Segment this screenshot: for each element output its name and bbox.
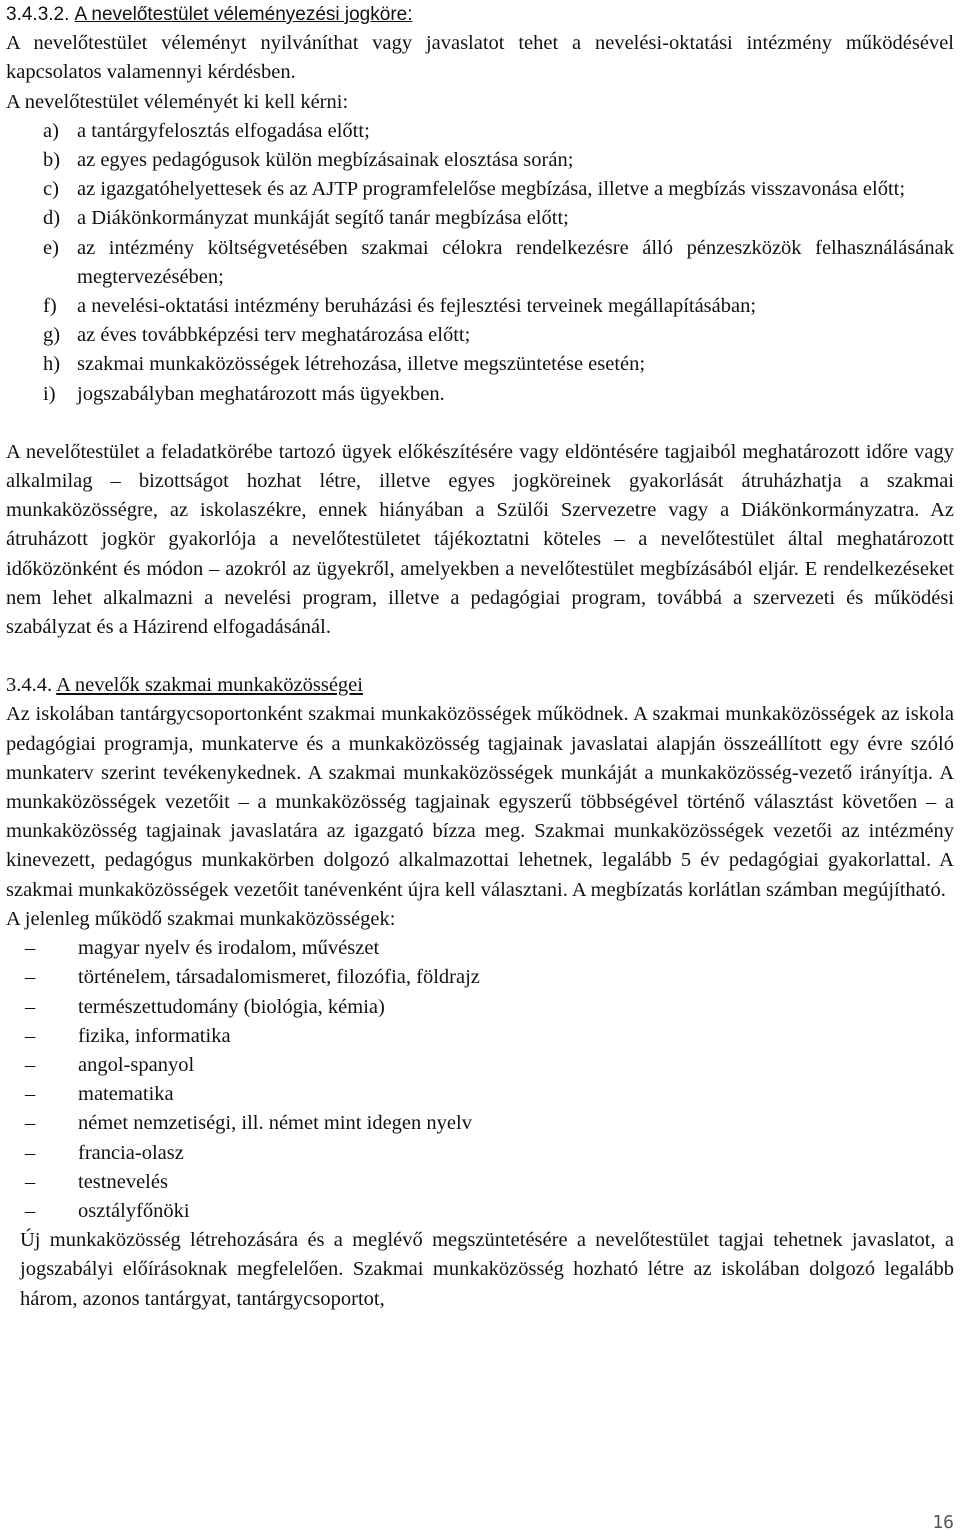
list-item [6,1139,954,1168]
list-intro: A nevelőtestület véleményét ki kell kérni: [6,90,349,113]
list-item-text: történelem, társadalomismeret, filozófia, földrajz [78,966,480,989]
section-number: 3.4.4. [6,674,53,697]
list-item-text: jogszabályban meghatározott más ügyekben. [77,382,445,405]
list-marker: g) [43,324,61,347]
dash-bullet: – [25,1053,36,1076]
list-item [6,146,954,175]
list-item-text: magyar nyelv és irodalom, művészet [78,937,380,960]
list-marker: i) [43,382,56,405]
list-marker: e) [43,236,59,259]
list-item [6,934,954,963]
list-marker: h) [43,353,61,376]
list-item-text: német nemzetiségi, ill. német mint idegen nyelv [78,1112,472,1135]
list-item-text: matematika [78,1083,174,1106]
dash-bullet: – [25,1112,36,1135]
workgroups-paragraph: Az iskolában tantárgycsoportonként szakmai munkaközösségek működnek. A szakmai munkaközösségek az iskola pedagógiai programja, munkaterve és a munkaközösség tagjainak javaslatai alapján összeállított egy évre szóló munkaterv szerint tevékenykednek. A szakmai munkaközösségek munkáját a munkaközösség-vezető irányítja. A munkaközösségek vezetőit – a munkaközösség tagjainak egyszerű többségével történő választást követően – a munkaközösség tagjainak javaslatára az igazgató bízza meg. Szakmai munkaközösségek vezetői az intézmény kinevezett, pedagógus munkakörben dolgozó alkalmazottai lehetnek, legalább 5 év pedagógiai gyakorlattal. A szakmai munkaközösségek vezetőit tanévenként újra kell választani. A megbízatás korlátlan számban megújítható. [6,703,954,901]
section-title: A nevelőtestület véleményezési jogköre: [74,4,413,25]
list-marker: d) [43,207,61,230]
list-item-text: természettudomány (biológia, kémia) [78,995,385,1018]
list-item [6,1109,954,1138]
list-item [6,175,954,204]
list-item-text: az egyes pedagógusok külön megbízásainak elosztása során; [77,149,574,172]
list-marker: b) [43,149,61,172]
list-item [6,292,954,321]
section-3-4-4-heading [6,671,954,700]
paragraph-spacer [6,642,954,671]
dash-bullet: – [25,1141,36,1164]
closing-paragraph: Új munkaközösség létrehozására és a meglévő megszüntetésére a nevelőtestület tagjai tehetnek javaslatot, a jogszabályi előírásoknak megfelelően. Szakmai munkaközösség hozható létre az iskolában dolgozó legalább három, azonos tantárgyat, tantárgycsoportot, [20,1229,954,1310]
dash-bullet: – [25,1024,36,1047]
list-item-text: az éves továbbképzési terv meghatározása előtt; [77,324,471,347]
section-3-4-3-2-heading [6,0,954,29]
list-item [6,321,954,350]
dash-bullet: – [25,1170,36,1193]
list-marker: f) [43,295,57,318]
list-item-text: osztályfőnöki [78,1199,190,1222]
list-item [6,204,954,233]
list-item [6,117,954,146]
list-item-text: a Diákönkormányzat munkáját segítő tanár megbízása előtt; [77,207,569,230]
list-item-text: az intézmény költségvetésében szakmai célokra rendelkezésre álló pénzeszközök felhasználásának megtervezésében; [77,236,954,288]
list-item [6,1051,954,1080]
section-title: A nevelők szakmai munkaközösségei [56,674,363,697]
document-page [6,0,954,1314]
list-item [6,1080,954,1109]
list-item-text: az igazgatóhelyettesek és az AJTP programfelelőse megbízása, illetve a megbízás visszavonása előtt; [77,178,906,201]
section-number: 3.4.3.2. [6,4,70,25]
paragraph-spacer [6,409,954,438]
dash-bullet: – [25,966,36,989]
dash-bullet: – [25,1083,36,1106]
list-item [6,234,954,292]
opinion-list [6,117,954,409]
workgroups-list-intro: A jelenleg működő szakmai munkaközösségek: [6,907,396,930]
list-item [6,963,954,992]
list-item-text: angol-spanyol [78,1053,195,1076]
list-marker: c) [43,178,59,201]
dash-bullet: – [25,1199,36,1222]
list-marker: a) [43,119,59,142]
list-item [6,380,954,409]
list-item-text: testnevelés [78,1170,168,1193]
dash-bullet: – [25,937,36,960]
list-item-text: fizika, informatika [78,1024,231,1047]
list-item-text: szakmai munkaközösségek létrehozása, illetve megszüntetése esetén; [77,353,646,376]
list-item-text: a tantárgyfelosztás elfogadása előtt; [77,119,370,142]
intro-paragraph: A nevelőtestület véleményt nyilváníthat vagy javaslatot tehet a nevelési-oktatási intézmény működésével kapcsolatos valamennyi kérdésben. [6,32,954,84]
list-item [6,1168,954,1197]
list-item [6,1197,954,1226]
page-number: 16 [932,1511,954,1533]
list-item [6,993,954,1022]
dash-bullet: – [25,995,36,1018]
list-item [6,1022,954,1051]
list-item-text: a nevelési-oktatási intézmény beruházási és fejlesztési terveinek megállapításában; [77,295,757,318]
delegation-paragraph: A nevelőtestület a feladatkörébe tartozó ügyek előkészítésére vagy eldöntésére tagjaiból meghatározott időre vagy alkalmilag – bizottságot hozhat létre, illetve egyes jogköreinek gyakorlását átruházhatja a szakmai munkaközösségre, az iskolaszékre, ennek hiányában a Szülői Szervezetre vagy a Diákönkormányzatra. Az átruházott jogkör gyakorlója a nevelőtestületet tájékoztatni köteles – a nevelőtestület által meghatározott időközönként és módon – azokról az ügyekről, amelyekben a nevelőtestület megbízásából eljár. E rendelkezéseket nem lehet alkalmazni a nevelési program, illetve a pedagógiai program, továbbá a szervezeti és működési szabályzat és a Házirend elfogadásánál. [6,440,954,639]
list-item [6,350,954,379]
workgroups-list [6,934,954,1226]
list-item-text: francia-olasz [78,1141,184,1164]
